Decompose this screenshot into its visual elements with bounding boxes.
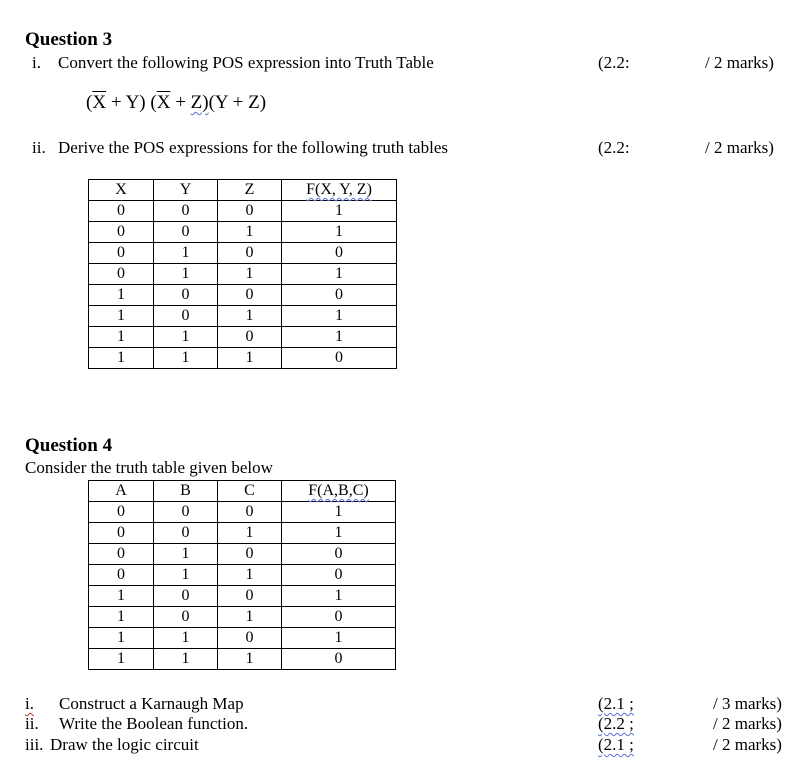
q4-item-ref: (2.2 ; — [598, 714, 634, 733]
column-header: X — [89, 180, 154, 201]
q4-item-number: iii. — [25, 735, 44, 754]
table-cell: 0 — [218, 628, 282, 649]
table-cell: 1 — [89, 628, 154, 649]
table-cell: 1 — [218, 222, 282, 243]
table-cell: 1 — [154, 544, 218, 565]
table-row — [89, 285, 397, 306]
table-cell: 0 — [154, 586, 218, 607]
q3-part-i-number: i. — [32, 53, 41, 72]
table-cell: 1 — [218, 306, 282, 327]
table-cell: 0 — [89, 222, 154, 243]
table-cell: 1 — [89, 649, 154, 670]
table-row — [89, 201, 397, 222]
table-cell: 1 — [218, 348, 282, 369]
table-header-row — [89, 180, 397, 201]
table-cell: 0 — [282, 607, 396, 628]
table-row — [89, 348, 397, 369]
table-cell: 0 — [218, 201, 282, 222]
table-cell: 0 — [282, 348, 397, 369]
table-cell: 1 — [89, 285, 154, 306]
table-cell: 0 — [218, 243, 282, 264]
table-cell: 1 — [282, 306, 397, 327]
table-cell: 0 — [89, 201, 154, 222]
table-cell: 0 — [282, 565, 396, 586]
q3-part-i-text: Convert the following POS expression into Truth Table — [58, 53, 434, 72]
table-cell: 1 — [89, 586, 154, 607]
table-cell: 0 — [89, 502, 154, 523]
column-header: Y — [154, 180, 218, 201]
table-cell: 1 — [218, 565, 282, 586]
table-cell: 0 — [218, 544, 282, 565]
table-cell: 1 — [89, 348, 154, 369]
table-cell: 1 — [154, 565, 218, 586]
table-cell: 0 — [89, 544, 154, 565]
table-cell: 0 — [154, 502, 218, 523]
table-cell: 1 — [154, 327, 218, 348]
q3-part-i-marks: / 2 marks) — [705, 53, 774, 72]
table-cell: 0 — [154, 523, 218, 544]
q4-item-text: Write the Boolean function. — [59, 714, 249, 733]
table-row — [89, 565, 396, 586]
q4-item-text: Construct a Karnaugh Map — [59, 694, 244, 713]
table-cell: 1 — [218, 264, 282, 285]
table-cell: 1 — [218, 523, 282, 544]
table-row — [89, 628, 396, 649]
q3-part-ii-number: ii. — [32, 138, 46, 157]
q3-part-ii-ref: (2.2: — [598, 138, 630, 157]
q3-truth-table — [88, 179, 397, 369]
table-cell: 1 — [282, 201, 397, 222]
column-header: Z — [218, 180, 282, 201]
table-cell: 1 — [154, 264, 218, 285]
table-cell: 0 — [89, 264, 154, 285]
table-row — [89, 264, 397, 285]
question-4-heading: Question 4 — [25, 435, 113, 456]
question-3-heading: Question 3 — [25, 29, 113, 50]
q4-item-ref: (2.1 ; — [598, 735, 634, 754]
table-row — [89, 649, 396, 670]
x-bar-2: $\overline{X}$ — [156, 92, 171, 113]
q4-item-text: Draw the logic circuit — [50, 735, 199, 754]
table-row — [89, 222, 397, 243]
table-row — [89, 327, 397, 348]
table-cell: 1 — [282, 586, 396, 607]
table-cell: 0 — [154, 306, 218, 327]
table-cell: 1 — [282, 264, 397, 285]
table-cell: 0 — [218, 586, 282, 607]
table-cell: 1 — [218, 607, 282, 628]
table-row — [89, 243, 397, 264]
table-cell: 1 — [154, 649, 218, 670]
table-cell: 0 — [89, 523, 154, 544]
q3-part-i-ref: (2.2: — [598, 53, 630, 72]
q4-item-number: ii. — [25, 714, 39, 733]
x-bar: $\overline{X}$ — [92, 92, 107, 113]
table-row — [89, 523, 396, 544]
table-row — [89, 306, 397, 327]
table-cell: 0 — [282, 544, 396, 565]
table-cell: 0 — [218, 327, 282, 348]
table-cell: 0 — [154, 285, 218, 306]
table-cell: 1 — [89, 327, 154, 348]
table-cell: 1 — [282, 222, 397, 243]
table-cell: 0 — [218, 285, 282, 306]
q4-item-marks: / 3 marks) — [713, 694, 782, 713]
table-cell: 0 — [154, 607, 218, 628]
column-header: F(X, Y, Z) — [282, 180, 397, 201]
table-cell: 0 — [282, 649, 396, 670]
table-cell: 1 — [89, 306, 154, 327]
column-header: C — [218, 481, 282, 502]
q4-item-marks: / 2 marks) — [713, 735, 782, 754]
table-row — [89, 502, 396, 523]
table-cell: 1 — [154, 628, 218, 649]
q4-intro: Consider the truth table given below — [25, 458, 273, 477]
table-cell: 0 — [154, 222, 218, 243]
table-cell: 0 — [154, 201, 218, 222]
table-row — [89, 544, 396, 565]
table-row — [89, 586, 396, 607]
q3-part-ii-text: Derive the POS expressions for the following truth tables — [58, 138, 448, 157]
q4-item-number: i. — [25, 694, 34, 713]
table-cell: 1 — [282, 327, 397, 348]
q4-truth-table — [88, 480, 396, 670]
table-cell: 1 — [154, 243, 218, 264]
table-cell: 1 — [218, 649, 282, 670]
q4-item-ref: (2.1 ; — [598, 694, 634, 713]
column-header: F(A,B,C) — [282, 481, 396, 502]
table-cell: 0 — [89, 243, 154, 264]
table-cell: 1 — [282, 628, 396, 649]
table-cell: 1 — [89, 607, 154, 628]
column-header: A — [89, 481, 154, 502]
table-cell: 0 — [282, 243, 397, 264]
column-header: B — [154, 481, 218, 502]
q4-item-marks: / 2 marks) — [713, 714, 782, 733]
table-row — [89, 607, 396, 628]
table-cell: 1 — [154, 348, 218, 369]
table-header-row — [89, 481, 396, 502]
pos-expression: $(\overline{X} + Y) (\overline{X} + Z)(Y + Z)$ — [86, 92, 267, 113]
table-cell: 0 — [89, 565, 154, 586]
table-cell: 0 — [218, 502, 282, 523]
table-cell: 1 — [282, 523, 396, 544]
table-cell: 0 — [282, 285, 397, 306]
q3-part-ii-marks: / 2 marks) — [705, 138, 774, 157]
table-cell: 1 — [282, 502, 396, 523]
